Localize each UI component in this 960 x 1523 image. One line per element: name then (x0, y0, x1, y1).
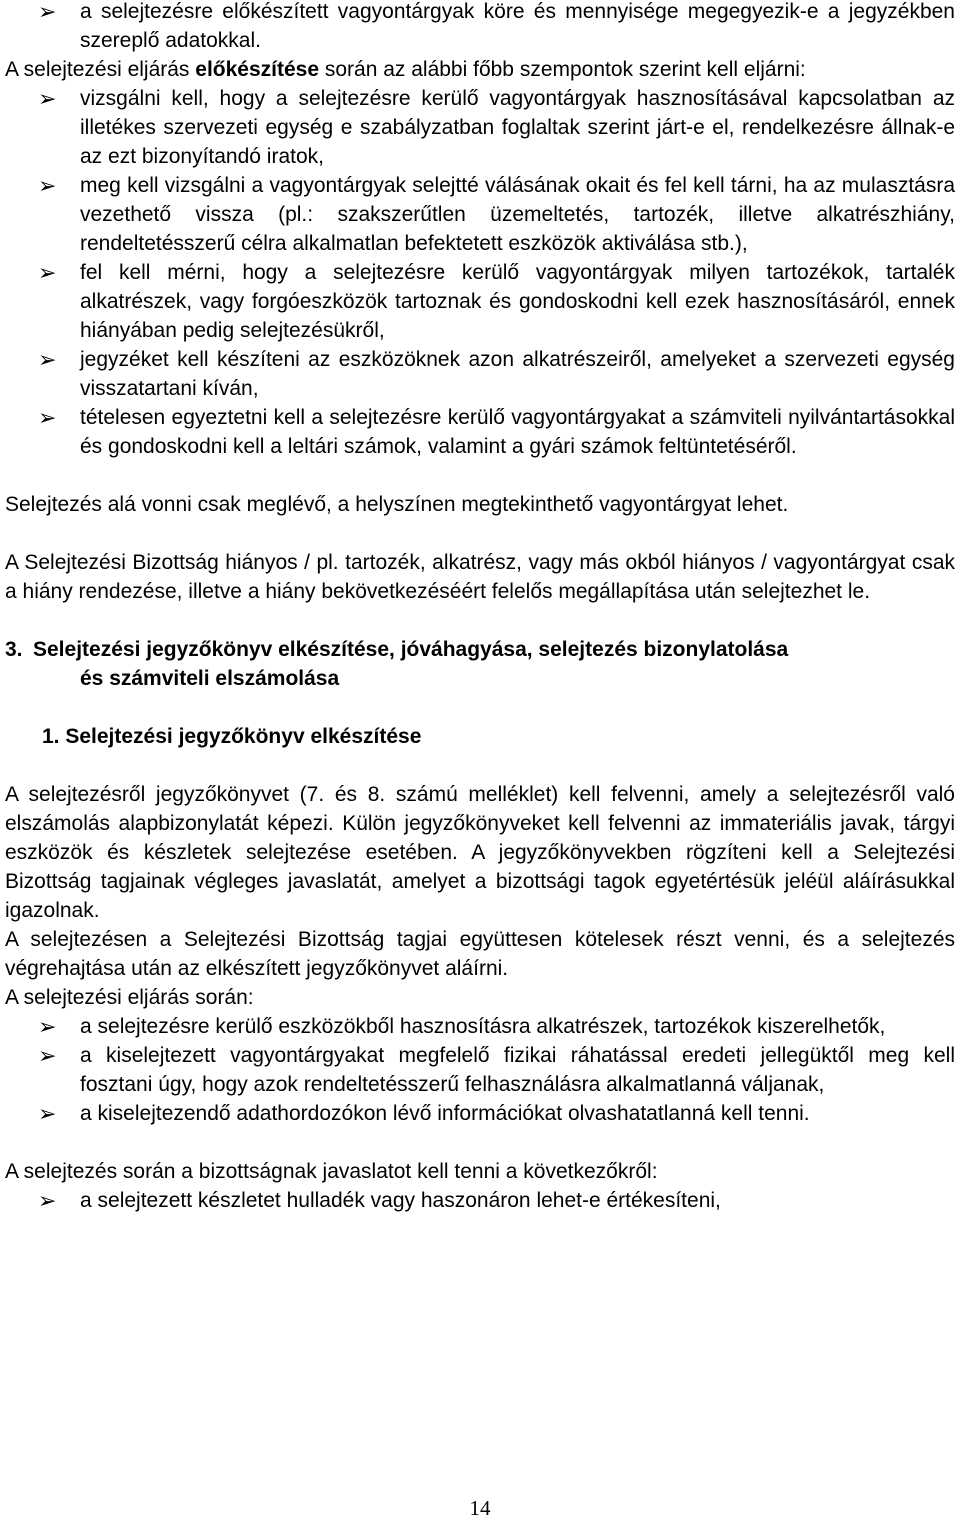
intro-list (5, 0, 955, 55)
list-item (5, 0, 955, 55)
arrow-bullet-icon: ➢ (38, 174, 57, 199)
arrow-bullet-icon: ➢ (38, 1189, 57, 1214)
arrow-bullet-icon: ➢ (38, 406, 57, 431)
list-item: ➢ a selejtezésre kerülő eszközökből hasznosításra alkatrészek, tartozékok kiszerelhetők, (38, 1015, 886, 1040)
procedure-lead: A selejtezési eljárás során: (5, 986, 254, 1009)
prep-list (5, 84, 955, 461)
proposal-lead: A selejtezés során a bizottságnak javaslatot kell tenni a következőkről: (5, 1160, 658, 1183)
spacer (5, 606, 955, 635)
page-number: 14 (469, 1496, 491, 1520)
section-title-line1: Selejtezési jegyzőkönyv elkészítése, jóváhagyása, selejtezés bizonylatolása (33, 638, 789, 661)
subsection-heading: 1. Selejtezési jegyzőkönyv elkészítése (42, 725, 422, 748)
record-paragraph: A selejtezésről jegyzőkönyvet (7. és 8. számú melléklet) kell felvenni, amely a selejtezésről való elszámolás alapbizonylatát képezi. Külön jegyzőkönyveket kell felvenni az immateriális javak, tárgyi eszközök és készletek selejtezése esetében. A jegyzőkönyvekben rögzíteni kell a Selejtezési Bizottság tagjainak végleges javaslatát, amelyet a bizottsági tagok egyetértésük jeléül aláírásukkal igazolnak. (5, 783, 955, 922)
procedure-list (5, 1012, 955, 1128)
spacer (5, 693, 955, 722)
document-page (5, 0, 955, 1215)
bold-term: előkészítése (195, 58, 320, 81)
spacer (5, 461, 955, 490)
members-paragraph: A selejtezésen a Selejtezési Bizottság tagjai együttesen kötelesek részt venni, és a selejtezés végrehajtása után az elkészített jegyzőkönyvet aláírni. (5, 928, 955, 980)
arrow-bullet-icon: ➢ (38, 1044, 57, 1069)
list-item: ➢ a kiselejtezendő adathordozókon lévő információkat olvashatatlanná kell tenni. (38, 1102, 810, 1127)
section-number: 3. (5, 638, 23, 661)
spacer (5, 1128, 955, 1157)
prep-lead-paragraph: A selejtezési eljárás előkészítése során az alábbi főbb szempontok szerint kell eljárni: (5, 58, 806, 81)
list-item: ➢ a selejtezett készletet hulladék vagy haszonáron lehet-e értékesíteni, (38, 1189, 721, 1214)
arrow-bullet-icon: ➢ (38, 348, 57, 373)
spacer (5, 519, 955, 548)
spacer (5, 751, 955, 780)
list-item: ➢ jegyzéket kell készíteni az eszközöknek azon alkatrészeiről, amelyeket a szervezeti egység visszatartani kíván, (38, 348, 955, 400)
incomplete-assets-paragraph: A Selejtezési Bizottság hiányos / pl. tartozék, alkatrész, vagy más okból hiányos / vagyontárgyat csak a hiány rendezése, illetve a hiány bekövetkezéséért felelős megállapítása után selejtezhet le. (5, 551, 955, 603)
arrow-bullet-icon: ➢ (38, 261, 57, 286)
proposal-list (5, 1186, 955, 1215)
list-item: ➢ fel kell mérni, hogy a selejtezésre kerülő vagyontárgyak milyen tartozékok, tartalék alkatrészek, vagy forgóeszközök tartoznak és gondoskodni kell ezek hasznosításáról, ennek hiányában pedig selejtezésükről, (38, 261, 955, 342)
list-item: ➢ tételesen egyeztetni kell a selejtezésre kerülő vagyontárgyakat a számviteli nyilvántartásokkal és gondoskodni kell a leltári számok, valamint a gyári számok feltüntetéséről. (38, 406, 955, 458)
list-item: ➢ a kiselejtezett vagyontárgyakat megfelelő fizikai ráhatással eredeti jellegüktől meg kell fosztani úgy, hogy azok rendeltetésszerű felhasználásra alkalmatlanná váljanak, (38, 1044, 955, 1096)
section-title-line2: és számviteli elszámolása (80, 667, 340, 690)
list-item: ➢ meg kell vizsgálni a vagyontárgyak selejtté válásának okait és fel kell tárni, ha az mulasztásra vezethető vissza (pl.: szakszerűtlen üzemeltetés, tartozék, illetve alkatrészhiány, rendeltetésszerű célra alkalmatlan befektetett eszközök aktiválása stb.), (38, 174, 955, 255)
arrow-bullet-icon: ➢ (38, 1102, 57, 1127)
list-item: ➢ vizsgálni kell, hogy a selejtezésre kerülő vagyontárgyak hasznosításával kapcsolatban az illetékes szervezeti egység e szabályzatban foglaltak szerint járt-e el, rendelkezésre állnak-e az ezt bizonyítandó iratok, (38, 87, 955, 168)
arrow-bullet-icon: ➢ (38, 1015, 57, 1040)
section-heading (5, 635, 955, 693)
arrow-bullet-icon: ➢ (38, 0, 57, 25)
list-item-text: a selejtezésre előkészített vagyontárgyak köre és mennyisége megegyezik-e a jegyzékben szereplő adatokkal. (80, 0, 955, 52)
existing-assets-paragraph: Selejtezés alá vonni csak meglévő, a helyszínen megtekinthető vagyontárgyat lehet. (5, 493, 789, 516)
arrow-bullet-icon: ➢ (38, 87, 57, 112)
